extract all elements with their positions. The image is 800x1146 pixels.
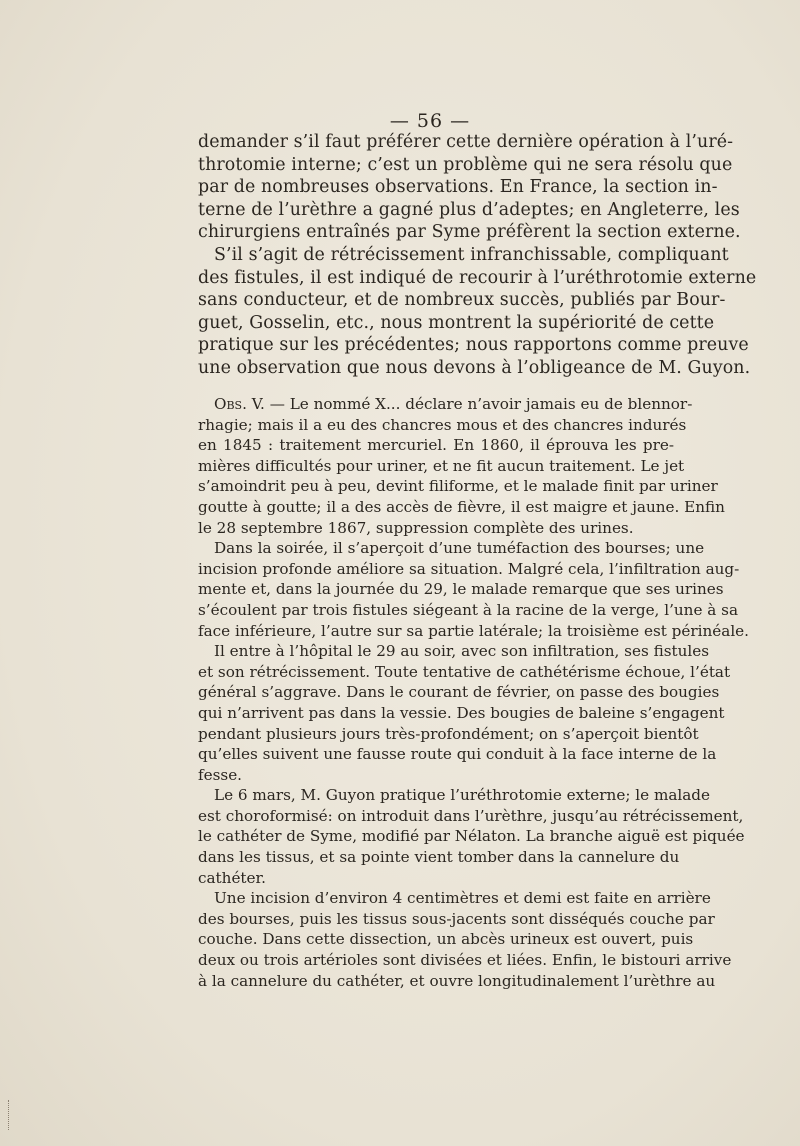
text-line: s’amoindrit peu à peu, devint filiforme, et le malade finit par uriner [198,477,718,496]
text-line: dans les tissus, et sa pointe vient tomber dans la cannelure du [198,848,680,867]
observation-first-line-text: — Le nommé X... déclare n’avoir jamais eu de blennor- [264,395,693,413]
text-line: mières difficultés pour uriner, et ne fit aucun traitement. Le jet [198,456,685,475]
text-line: Une incision d’environ 4 centimètres et demi est faite en arrière [214,889,711,908]
text-line: incision profonde améliore sa situation. Malgré cela, l’infiltration aug- [198,559,740,578]
text-line: couche. Dans cette dissection, un abcès urineux est ouvert, puis [198,930,694,949]
text-line: à la cannelure du cathéter, et ouvre longitudinalement l’urèthre au [198,971,716,990]
text-line: mente et, dans la journée du 29, le malade remarque que ses urines [198,580,724,599]
text-line: pendant plusieurs jours très-profondément; on s’aperçoit bientôt [198,724,699,743]
text-line: chirurgiens entraînés par Syme préfèrent la section externe. [198,222,741,243]
text-line: et son rétrécissement. Toute tentative de cathétérisme échoue, l’état [198,662,731,681]
text-line: sans conducteur, et de nombreux succès, publiés par Bour- [198,290,726,311]
text-line: Dans la soirée, il s’aperçoit d’une tuméfaction des bourses; une [214,539,705,558]
text-line: des bourses, puis les tissus sous-jacents sont disséqués couche par [198,909,715,928]
text-line: cathéter. [198,868,266,887]
text-line: général s’aggrave. Dans le courant de février, on passe des bougies [198,683,720,702]
observation-first-line [198,394,693,415]
text-line: deux ou trois artérioles sont divisées et liées. Enfin, le bistouri arrive [198,951,732,970]
text-line: guet, Gosselin, etc., nous montrent la supériorité de cette [198,312,715,333]
text-line: s’écoulent par trois fistules siégeant à la racine de la verge, l’une à sa [198,600,739,619]
text-line: qu’elles suivent une fausse route qui conduit à la face interne de la [198,745,717,764]
page-number: — 56 — [389,110,471,132]
text-line: une observation que nous devons à l’obligeance de M. Guyon. [198,357,751,378]
text-line: throtomie interne; c’est un problème qui ne sera résolu que [198,154,733,175]
text-line: fesse. [198,765,243,784]
text-line: en 1845 : traitement mercuriel. En 1860, il éprouva les pre- [198,436,674,455]
text-line: par de nombreuses observations. En France, la section in- [198,177,718,198]
text-line: le cathéter de Syme, modifié par Nélaton. La branche aiguë est piquée [198,827,745,846]
text-line: est choroformisé: on introduit dans l’urèthre, jusqu’au rétrécissement, [198,806,744,825]
text-line: pratique sur les précédentes; nous rapportons comme preuve [198,335,749,356]
binding-mark [8,1100,11,1130]
main-paragraphs [198,131,757,380]
text-line: goutte à goutte; il a des accès de fièvre, il est maigre et jaune. Enfin [198,497,725,516]
text-line: face inférieure, l’autre sur sa partie latérale; la troisième est périnéale. [198,621,749,640]
text-line: des fistules, il est indiqué de recourir à l’uréthrotomie externe [198,267,757,288]
observation-label: Obs. V. [214,395,265,413]
text-line: terne de l’urèthre a gagné plus d’adeptes; en Angleterre, les [198,199,740,220]
observation-block [198,394,749,991]
text-line: S’il s’agit de rétrécissement infranchissable, compliquant [214,244,729,265]
text-line: le 28 septembre 1867, suppression complète des urines. [198,518,634,537]
text-line: Le 6 mars, M. Guyon pratique l’uréthrotomie externe; le malade [214,786,711,805]
text-line: demander s’il faut préférer cette dernière opération à l’uré- [198,132,734,152]
text-line: rhagie; mais il a eu des chancres mous et des chancres indurés [198,415,687,434]
text-line: qui n’arrivent pas dans la vessie. Des bougies de baleine s’engagent [198,703,725,722]
text-line: Il entre à l’hôpital le 29 au soir, avec son infiltration, ses fistules [214,642,710,661]
